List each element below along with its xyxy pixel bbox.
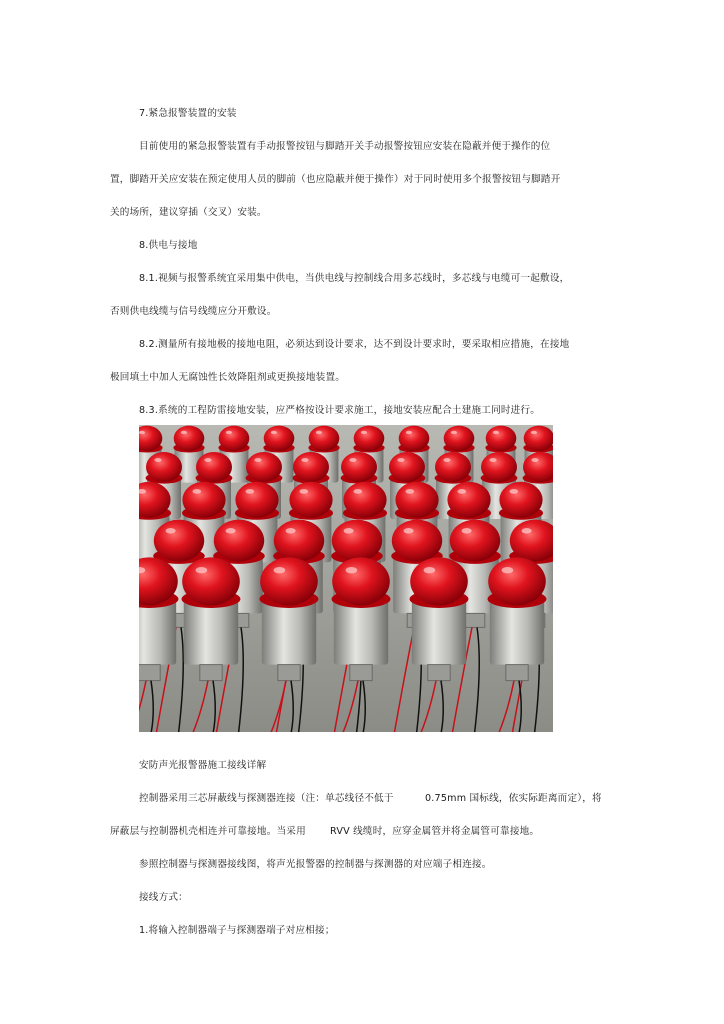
cable-gland: [278, 665, 300, 681]
section-8-2-line-1: 8.2.测量所有接地极的接地电阻，必须达到设计要求，达不到设计要求时，要采取相应措施，在接地: [139, 339, 570, 350]
lamp-highlight: [245, 489, 254, 494]
lamp-dome: [246, 452, 282, 482]
lamp-highlight: [502, 567, 514, 573]
lamp-dome: [481, 452, 517, 482]
lamp-dome: [341, 452, 377, 482]
lamp-highlight: [457, 489, 466, 494]
lamp-dome: [392, 520, 442, 562]
cable-gland: [506, 665, 528, 681]
lamp-highlight: [181, 431, 187, 434]
lamp-dome: [264, 426, 295, 452]
wiring-title: 安防声光报警器施工接线详解: [139, 760, 267, 771]
section-8-1-line-1: 8.1.视频与报警系统宜采用集中供电，当供电线与控制线合用多芯线时，多芯线与电缆可一起敷设，: [139, 273, 570, 284]
lamp-highlight: [301, 458, 308, 462]
section-7-paragraph-line-1: 目前使用的紧急报警装置有手动报警按钮与脚踏开关手动报警按钮应安装在隐蔽并便于操作的位: [139, 141, 551, 152]
section-7-heading: 7.紧急报警装置的安装: [139, 108, 237, 119]
lamp-highlight: [286, 528, 296, 534]
lamp-highlight: [226, 431, 232, 434]
lamp-highlight: [166, 528, 176, 534]
lamp-dome: [486, 426, 517, 452]
cable-gland: [350, 665, 372, 681]
lamp-dome: [499, 482, 542, 518]
lamp-highlight: [424, 567, 436, 573]
section-7-paragraph-line-3: 关的场所，建议穿插（交叉）安装。: [110, 207, 267, 218]
section-8-3: 8.3.系统的工程防雷接地安装，应严格按设计要求施工，接地安装应配合土建施工同时进行。: [139, 405, 541, 416]
wiring-paragraph-1-part-2: 0.75mm 国标线，依实际距离而定），将: [425, 793, 602, 804]
lamp-dome: [274, 520, 324, 562]
lamp-highlight: [531, 431, 537, 434]
lamp-highlight: [522, 528, 532, 534]
lamp-highlight: [405, 489, 414, 494]
cable-gland: [428, 665, 450, 681]
lamp-highlight: [397, 458, 404, 462]
alarm-lamps-illustration: [139, 425, 553, 732]
lamp-highlight: [274, 567, 286, 573]
lamp-highlight: [316, 431, 322, 434]
lamp-dome: [219, 426, 250, 452]
lamp-dome: [447, 482, 490, 518]
lamp-highlight: [361, 431, 367, 434]
wiring-paragraph-4: 接线方式：: [139, 892, 188, 903]
cable-gland: [139, 665, 160, 681]
lamp-dome: [309, 426, 340, 452]
lamp-dome: [332, 557, 390, 605]
alarm-lamps-photo: [139, 425, 553, 732]
lamp-highlight: [353, 489, 362, 494]
lamp-highlight: [192, 489, 201, 494]
lamp-highlight: [271, 431, 277, 434]
wiring-paragraph-3: 参照控制器与探测器接线图，将声光报警器的控制器与探测器的对应端子相连接。: [139, 859, 492, 870]
lamp-dome: [444, 426, 475, 452]
lamp-highlight: [489, 458, 496, 462]
lamp-highlight: [349, 458, 356, 462]
lamp-dome: [260, 557, 318, 605]
lamp-highlight: [462, 528, 472, 534]
lamp-highlight: [196, 567, 208, 573]
lamp-dome: [154, 520, 204, 562]
section-7-paragraph-line-2: 置，脚踏开关应安装在预定使用人员的脚前（也应隐蔽并便于操作）对于同时使用多个报警按钮与脚踏开: [110, 174, 561, 185]
lamp-dome: [389, 452, 425, 482]
lamp-dome: [293, 452, 329, 482]
lamp-dome: [174, 426, 205, 452]
lamp-dome: [332, 520, 382, 562]
lamp-highlight: [531, 458, 538, 462]
lamp-highlight: [509, 489, 518, 494]
lamp-dome: [196, 452, 232, 482]
lamp-highlight: [451, 431, 457, 434]
lamp-dome: [289, 482, 332, 518]
lamp-highlight: [346, 567, 358, 573]
lamp-highlight: [299, 489, 308, 494]
lamp-dome: [410, 557, 468, 605]
lamp-highlight: [226, 528, 236, 534]
lamp-highlight: [154, 458, 161, 462]
wiring-paragraph-5: 1.将输入控制器端子与探测器端子对应相接；: [139, 925, 335, 936]
wiring-paragraph-1-part-1: 控制器采用三芯屏蔽线与探测器连接（注：单芯线径不低于: [139, 793, 394, 804]
lamp-highlight: [443, 458, 450, 462]
lamp-dome: [343, 482, 386, 518]
wiring-paragraph-2-part-1: 屏蔽层与控制器机壳相连并可靠接地。当采用: [110, 826, 306, 837]
lamp-dome: [395, 482, 438, 518]
lamp-dome: [354, 426, 385, 452]
lamp-dome: [235, 482, 278, 518]
lamp-dome: [450, 520, 500, 562]
lamp-highlight: [406, 431, 412, 434]
lamp-highlight: [204, 458, 211, 462]
lamp-dome: [182, 557, 240, 605]
lamp-dome: [488, 557, 546, 605]
lamp-dome: [399, 426, 430, 452]
lamp-highlight: [344, 528, 354, 534]
wiring-paragraph-2-part-2: RVV 线缆时，应穿金属管并将金属管可靠接地。: [330, 826, 540, 837]
lamp-highlight: [404, 528, 414, 534]
lamp-highlight: [139, 431, 145, 434]
lamp-dome: [182, 482, 225, 518]
cable-gland: [200, 665, 222, 681]
section-8-heading: 8.供电与接地: [139, 240, 198, 251]
lamp-dome: [146, 452, 182, 482]
section-8-2-line-2: 极回填土中加人无腐蚀性长效降阻剂或更换接地装置。: [110, 372, 346, 383]
lamp-dome: [435, 452, 471, 482]
lamp-highlight: [254, 458, 261, 462]
cable-gland: [465, 613, 485, 627]
lamp-dome: [214, 520, 264, 562]
section-8-1-line-2: 否则供电线缆与信号线缆应分开敷设。: [110, 306, 277, 317]
lamp-dome: [524, 426, 553, 452]
lamp-highlight: [493, 431, 499, 434]
